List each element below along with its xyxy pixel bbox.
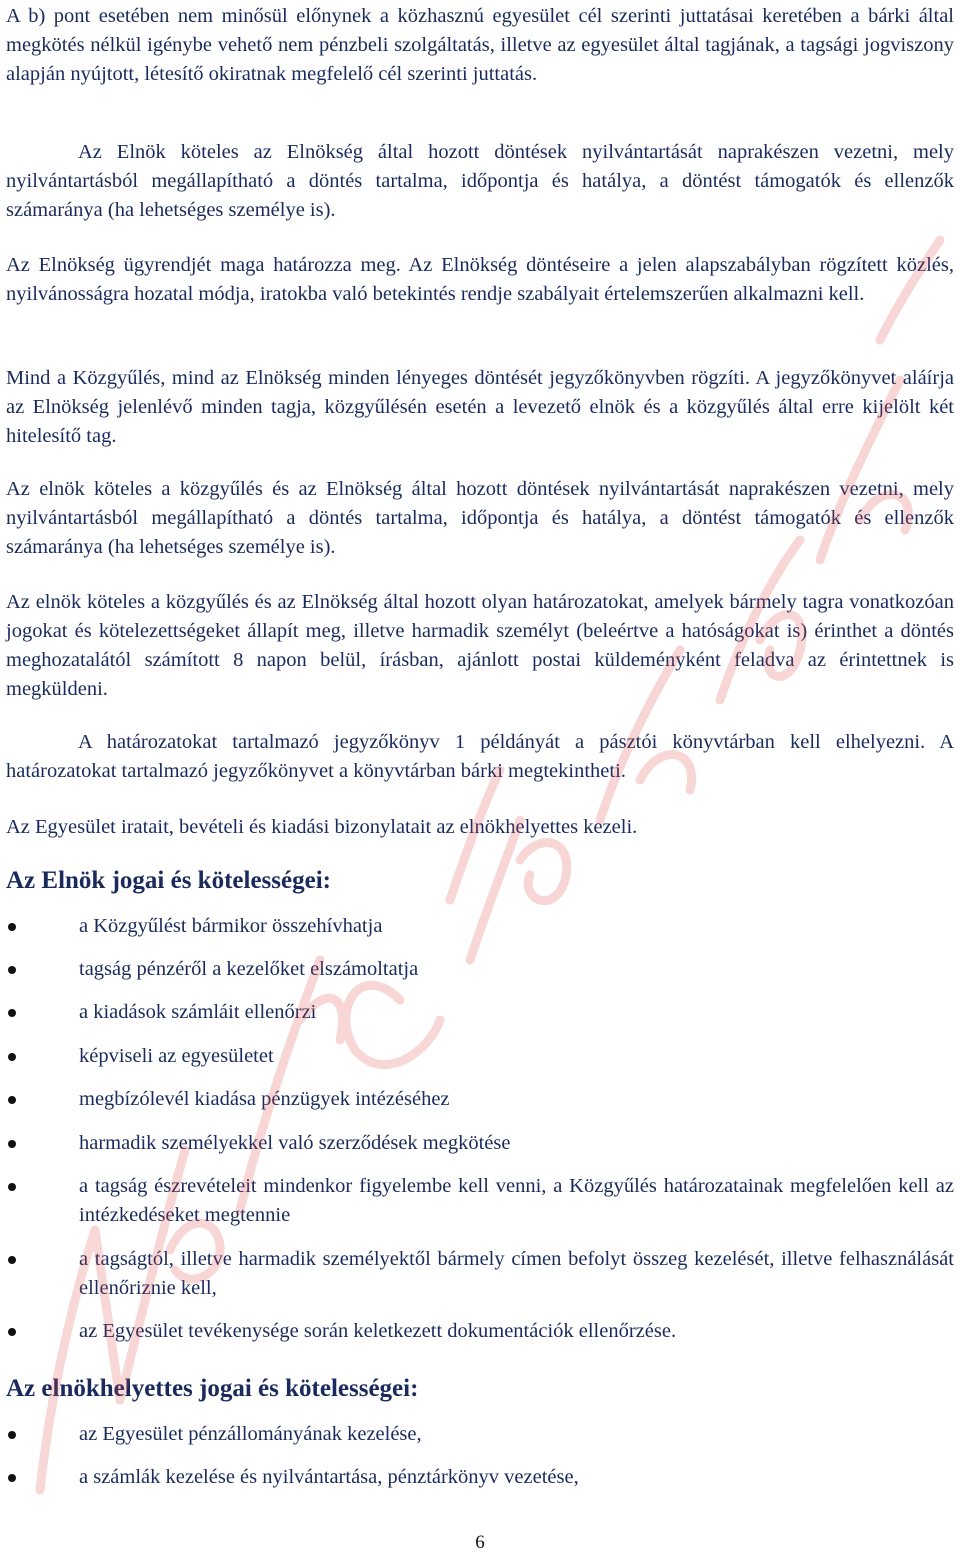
list-item: képviseli az egyesületet: [6, 1042, 954, 1071]
bullet-icon: [8, 923, 16, 931]
list-item: a kiadások számláit ellenőrzi: [6, 998, 954, 1027]
paragraph-4: Mind a Közgyűlés, mind az Elnökség minden lényeges döntését jegyzőkönyvben rögzíti. A jegyzőkönyvet aláírja az Elnökség jelenlévő minden tagja, közgyűlésén esetén a levezető elnök és a közgyűlés által erre kijelölt két hitelesítő tag.: [6, 367, 954, 447]
paragraph-5: Az elnök köteles a közgyűlés és az Elnökség által hozott döntések nyilvántartását naprakészen vezetni, mely nyilvántartásból megállapítható a döntés tartalma, időpontja és hatálya, a döntést támogatók és ellenzők számaránya (ha lehetséges személye is).: [6, 478, 954, 558]
paragraph-7: A határozatokat tartalmazó jegyzőkönyv 1 példányát a pásztói könyvtárban kell elhelyezni. A határozatokat tartalmazó jegyzőkönyvet a könyvtárban bárki megtekintheti.: [6, 731, 954, 782]
bullet-icon: [8, 1140, 16, 1148]
paragraph-8: Az Egyesület iratait, bevételi és kiadási bizonylatait az elnökhelyettes kezeli.: [6, 816, 638, 838]
paragraph-1: A b) pont esetében nem minősül előnynek a közhasznú egyesület cél szerinti juttatásai keretében a bárki által megkötés nélkül igénybe vehető nem pénzbeli szolgáltatás, illetve az egyesület által tagjának, a tagsági jogviszony alapján nyújtott, létesítő okiratnak megfelelő cél szerinti juttatás.: [6, 5, 954, 85]
list-item: harmadik személyekkel való szerződések megkötése: [6, 1129, 954, 1158]
bullet-icon: [8, 1096, 16, 1104]
list-item: az Egyesület pénzállományának kezelése,: [6, 1420, 954, 1449]
bullet-icon: [8, 1256, 16, 1264]
list-item: megbízólevél kiadása pénzügyek intézéséhez: [6, 1085, 954, 1114]
bullet-icon: [8, 966, 16, 974]
bullet-icon: [8, 1009, 16, 1017]
paragraph-6: Az elnök köteles a közgyűlés és az Elnökség által hozott olyan határozatokat, amelyek bármely tagra vonatkozóan jogokat és kötelezettségeket állapít meg, illetve harmadik személyt (beleértve a hatóságokat is) érinthet a döntés meghozatalától számított 8 napon belül, írásban, ajánlott postai küldeményként feladva az érintettnek is megküldeni.: [6, 591, 954, 700]
section-heading-elnokhelyettes: Az elnökhelyettes jogai és kötelességei:: [6, 1375, 419, 1402]
bullet-icon: [8, 1431, 16, 1439]
list-item: a Közgyűlést bármikor összehívhatja: [6, 912, 954, 941]
list-item: az Egyesület tevékenysége során keletkezett dokumentációk ellenőrzése.: [6, 1317, 954, 1346]
section-heading-elnok: Az Elnök jogai és kötelességei:: [6, 867, 331, 894]
list-item: a tagság észrevételeit mindenkor figyelembe kell venni, a Közgyűlés határozatainak megfelelően kell az intézkedéseket megtennie: [6, 1172, 954, 1230]
list-item: a számlák kezelése és nyilvántartása, pénztárkönyv vezetése,: [6, 1463, 954, 1492]
paragraph-3: Az Elnökség ügyrendjét maga határozza meg. Az Elnökség döntéseire a jelen alapszabályban rögzített közlés, nyilvánosságra hozatal módja, iratokba való betekintés rendje szabályait értelemszerűen alkalmazni kell.: [6, 254, 954, 305]
list-item: a tagságtól, illetve harmadik személyektől bármely címen befolyt összeg kezelését, illetve felhasználását ellenőriznie kell,: [6, 1245, 954, 1303]
list-item: tagság pénzéről a kezelőket elszámoltatja: [6, 955, 954, 984]
bullet-icon: [8, 1053, 16, 1061]
bullet-icon: [8, 1183, 16, 1191]
paragraph-2: Az Elnök köteles az Elnökség által hozott döntések nyilvántartását naprakészen vezetni, mely nyilvántartásból megállapítható a döntés tartalma, időpontja és hatálya, a döntést támogatók és ellenzők számaránya (ha lehetséges személye is).: [6, 141, 954, 221]
page-number: 6: [475, 1532, 485, 1553]
bullet-icon: [8, 1474, 16, 1482]
bullet-icon: [8, 1328, 16, 1336]
